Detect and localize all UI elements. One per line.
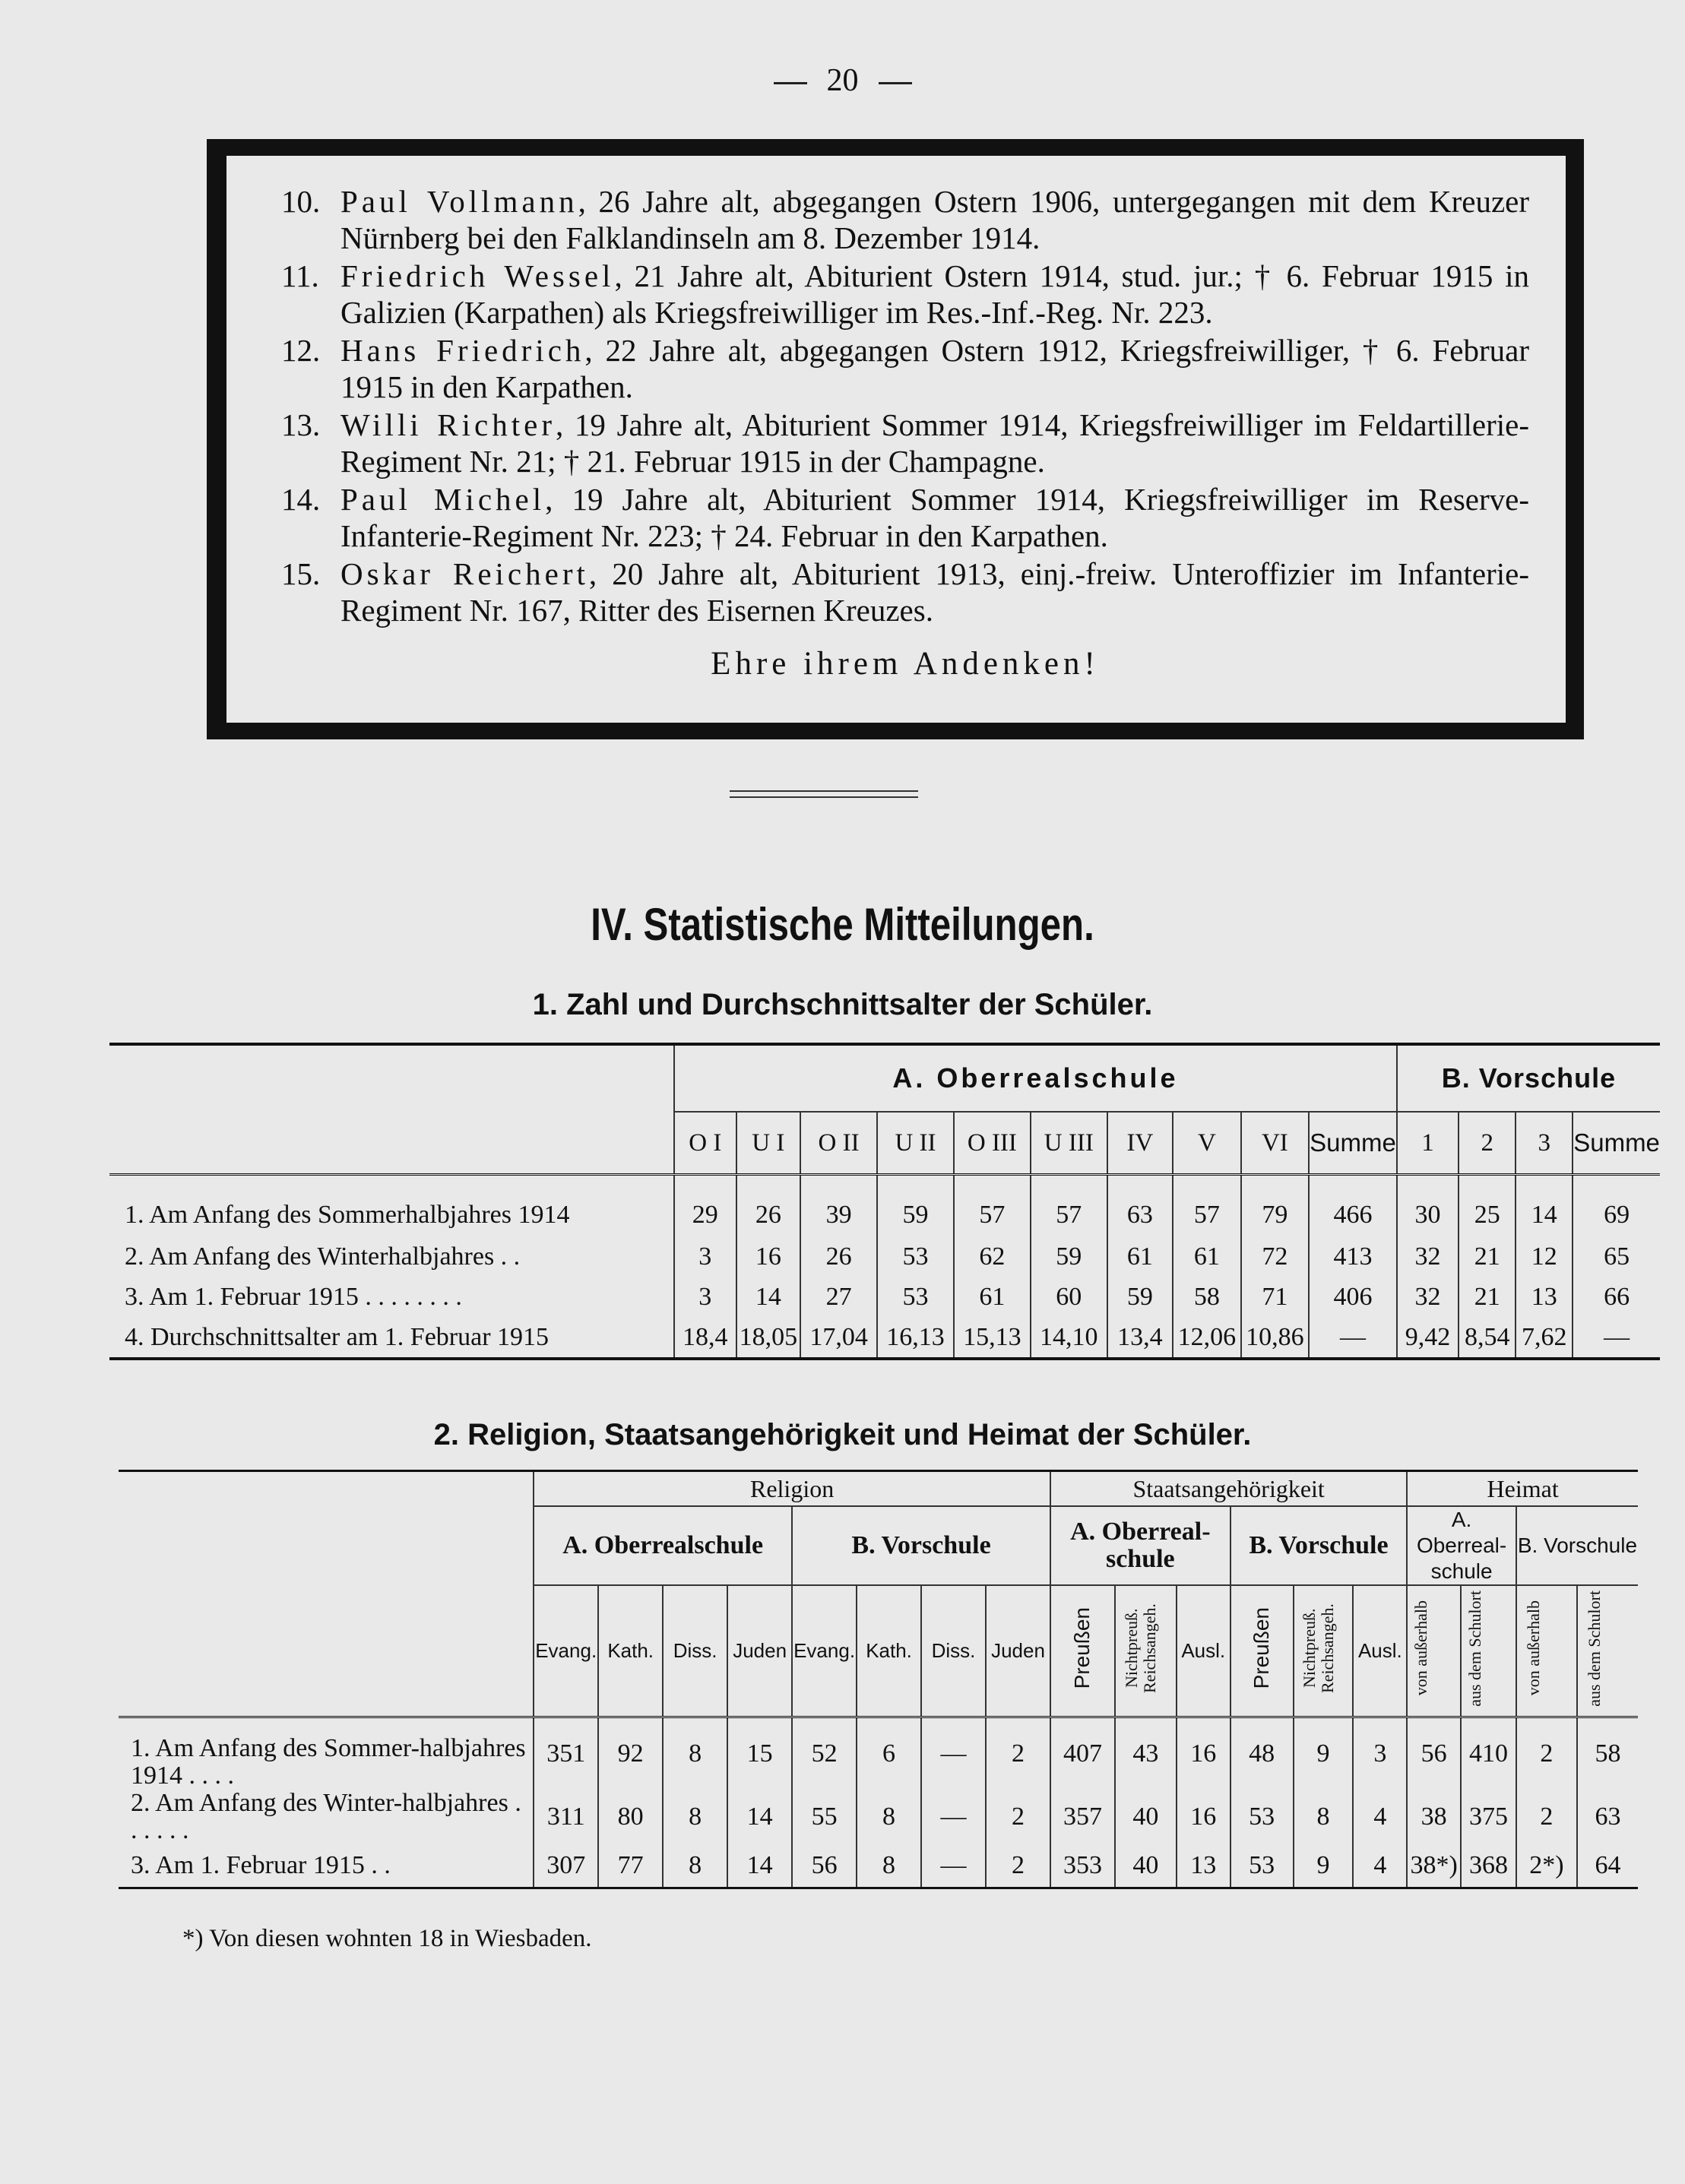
cell: 406 — [1309, 1277, 1397, 1317]
cell: 53 — [1230, 1844, 1294, 1888]
cell: 8 — [857, 1844, 921, 1888]
column-header: aus dem Schulort — [1461, 1585, 1516, 1717]
cell: 59 — [1031, 1236, 1107, 1277]
cell: 52 — [792, 1717, 857, 1790]
column-header: Evang. — [534, 1585, 598, 1717]
column-header: U II — [877, 1112, 954, 1175]
cell: 2 — [1516, 1790, 1577, 1844]
cell: 357 — [1050, 1790, 1115, 1844]
cell: 58 — [1577, 1717, 1638, 1790]
cell: 466 — [1309, 1175, 1397, 1237]
cell: 66 — [1573, 1277, 1660, 1317]
row-label: 2. Am Anfang des Winterhalbjahres . . — [125, 1242, 521, 1271]
cell: 2 — [986, 1790, 1050, 1844]
cell: 63 — [1577, 1790, 1638, 1844]
cell: 71 — [1241, 1277, 1310, 1317]
table-row — [119, 1790, 1638, 1844]
cell: 2 — [986, 1844, 1050, 1888]
cell: 16 — [736, 1236, 801, 1277]
cell: 12 — [1516, 1236, 1573, 1277]
column-header: VI — [1241, 1112, 1310, 1175]
cell: 17,04 — [800, 1317, 877, 1359]
cell: 9 — [1294, 1844, 1354, 1888]
column-header: U I — [736, 1112, 801, 1175]
table-pupil-counts — [109, 1043, 1660, 1360]
cell: 16 — [1177, 1790, 1230, 1844]
cell: 38*) — [1407, 1844, 1461, 1888]
cell: 14,10 — [1031, 1317, 1107, 1359]
memorial-entry: 11. Friedrich Wessel, 21 Jahre alt, Abiturient Ostern 1914, stud. jur.; † 6. Februar 1915 in Galizien (Karpathen) als Kriegsfreiwilliger im Res.-Inf.-Reg. Nr. 223. — [281, 258, 1529, 330]
religion-header: Religion — [534, 1471, 1050, 1507]
cell: 14 — [1516, 1175, 1573, 1237]
cell: 13 — [1516, 1277, 1573, 1317]
memorial-entry: 15. Oskar Reichert, 20 Jahre alt, Abiturient 1913, einj.-freiw. Unteroffizier im Infanterie-Regiment Nr. 167, Ritter des Eisernen Kreuzes. — [281, 556, 1529, 628]
cell: 53 — [1230, 1790, 1294, 1844]
row-label: 3. Am 1. Februar 1915 . . — [131, 1851, 391, 1879]
cell: 353 — [1050, 1844, 1115, 1888]
cell: 57 — [1173, 1175, 1241, 1237]
table-row — [109, 1317, 1660, 1359]
column-header: IV — [1107, 1112, 1173, 1175]
row-label: 1. Am Anfang des Sommerhalbjahres 1914 — [125, 1201, 570, 1229]
cell: — — [1573, 1317, 1660, 1359]
cell: 48 — [1230, 1717, 1294, 1790]
cell: 56 — [792, 1844, 857, 1888]
column-header: Summe — [1573, 1112, 1660, 1175]
cell: 410 — [1461, 1717, 1516, 1790]
cell: 4 — [1353, 1790, 1407, 1844]
column-header: von außerhalb — [1407, 1585, 1461, 1717]
cell: 9 — [1294, 1717, 1354, 1790]
table-row — [109, 1277, 1660, 1317]
cell: 18,4 — [674, 1317, 736, 1359]
cell: — — [1309, 1317, 1397, 1359]
cell: 29 — [674, 1175, 736, 1237]
cell: 21 — [1459, 1236, 1516, 1277]
memorial-closing: Ehre ihrem Andenken! — [711, 646, 1100, 682]
memorial-entry: 14. Paul Michel, 19 Jahre alt, Abiturient Sommer 1914, Kriegsfreiwilliger im Reserve-Infanterie-Regiment Nr. 223; † 24. Februar in den Karpathen. — [281, 482, 1529, 553]
cell: — — [921, 1844, 986, 1888]
group-a-header: A. Oberrealschule — [674, 1044, 1397, 1112]
cell: 13,4 — [1107, 1317, 1173, 1359]
footnote: *) Von diesen wohnten 18 in Wiesbaden. — [182, 1925, 592, 1952]
cell: 25 — [1459, 1175, 1516, 1237]
cell: 21 — [1459, 1277, 1516, 1317]
cell: 6 — [857, 1717, 921, 1790]
cell: 27 — [800, 1277, 877, 1317]
column-header: 3 — [1516, 1112, 1573, 1175]
cell: 8 — [857, 1790, 921, 1844]
column-header: 1 — [1397, 1112, 1459, 1175]
cell: 32 — [1397, 1277, 1459, 1317]
cell: 368 — [1461, 1844, 1516, 1888]
column-header: Kath. — [598, 1585, 663, 1717]
religion-group-b: B. Vorschule — [792, 1506, 1050, 1585]
column-header: Evang. — [792, 1585, 857, 1717]
cell: 77 — [598, 1844, 663, 1888]
divider-rule — [730, 796, 918, 798]
memorial-entry: 10. Paul Vollmann, 26 Jahre alt, abgegangen Ostern 1906, untergegangen mit dem Kreuzer Nürnberg bei den Falklandinseln am 8. Dezember 1914. — [281, 184, 1529, 255]
cell: 59 — [1107, 1277, 1173, 1317]
cell: 3 — [674, 1277, 736, 1317]
cell: 14 — [736, 1277, 801, 1317]
cell: — — [921, 1790, 986, 1844]
cell: 10,86 — [1241, 1317, 1310, 1359]
column-header: O I — [674, 1112, 736, 1175]
cell: 53 — [877, 1277, 954, 1317]
column-header: Diss. — [663, 1585, 727, 1717]
cell: 407 — [1050, 1717, 1115, 1790]
cell: 59 — [877, 1175, 954, 1237]
column-header: Preußen — [1050, 1585, 1115, 1717]
row-label: 4. Durchschnittsalter am 1. Februar 1915 — [125, 1322, 550, 1351]
column-header: aus dem Schulort — [1577, 1585, 1638, 1717]
section-heading: IV. Statistische Mitteilungen. — [591, 899, 1094, 950]
table-row — [119, 1717, 1638, 1790]
cell: 62 — [954, 1236, 1031, 1277]
cell: 40 — [1115, 1844, 1177, 1888]
table-religion-nationality-origin — [119, 1470, 1638, 1889]
origin-group-b: B. Vorschule — [1516, 1506, 1638, 1585]
cell: 8 — [663, 1844, 727, 1888]
column-header: O III — [954, 1112, 1031, 1175]
cell: 8,54 — [1459, 1317, 1516, 1359]
cell: 30 — [1397, 1175, 1459, 1237]
column-header: Summe — [1309, 1112, 1397, 1175]
cell: 15,13 — [954, 1317, 1031, 1359]
divider-rule — [730, 790, 918, 792]
column-header: U III — [1031, 1112, 1107, 1175]
cell: 311 — [534, 1790, 598, 1844]
cell: 61 — [954, 1277, 1031, 1317]
memorial-box — [207, 139, 1584, 739]
nationality-header: Staatsangehörigkeit — [1050, 1471, 1407, 1507]
column-header: von außerhalb — [1516, 1585, 1577, 1717]
cell: 38 — [1407, 1790, 1461, 1844]
column-header: 2 — [1459, 1112, 1516, 1175]
cell: 8 — [1294, 1790, 1354, 1844]
origin-group-a: A. Oberreal-schule — [1407, 1506, 1516, 1585]
cell: 55 — [792, 1790, 857, 1844]
cell: 14 — [727, 1790, 792, 1844]
cell: 18,05 — [736, 1317, 801, 1359]
cell: — — [921, 1717, 986, 1790]
cell: 15 — [727, 1717, 792, 1790]
cell: 60 — [1031, 1277, 1107, 1317]
memorial-entry: 13. Willi Richter, 19 Jahre alt, Abiturient Sommer 1914, Kriegsfreiwilliger im Feldartillerie-Regiment Nr. 21; † 21. Februar 1915 in der Champagne. — [281, 407, 1529, 479]
column-header: O II — [800, 1112, 877, 1175]
row-label: 1. Am Anfang des Sommer-halbjahres 1914 . . . . — [131, 1734, 526, 1790]
cell: 16,13 — [877, 1317, 954, 1359]
nationality-group-b: B. Vorschule — [1230, 1506, 1408, 1585]
column-header: Kath. — [857, 1585, 921, 1717]
memorial-entry: 12. Hans Friedrich, 22 Jahre alt, abgegangen Ostern 1912, Kriegsfreiwilliger, † 6. Februar 1915 in den Karpathen. — [281, 333, 1529, 404]
origin-header: Heimat — [1407, 1471, 1638, 1507]
cell: 57 — [954, 1175, 1031, 1237]
cell: 16 — [1177, 1717, 1230, 1790]
cell: 63 — [1107, 1175, 1173, 1237]
cell: 92 — [598, 1717, 663, 1790]
cell: 43 — [1115, 1717, 1177, 1790]
cell: 2 — [986, 1717, 1050, 1790]
cell: 14 — [727, 1844, 792, 1888]
cell: 9,42 — [1397, 1317, 1459, 1359]
column-header: Juden — [986, 1585, 1050, 1717]
cell: 351 — [534, 1717, 598, 1790]
cell: 56 — [1407, 1717, 1461, 1790]
cell: 80 — [598, 1790, 663, 1844]
cell: 53 — [877, 1236, 954, 1277]
column-header: Nichtpreuß. Reichsangeh. — [1115, 1585, 1177, 1717]
column-header: Diss. — [921, 1585, 986, 1717]
cell: 65 — [1573, 1236, 1660, 1277]
cell: 413 — [1309, 1236, 1397, 1277]
cell: 61 — [1173, 1236, 1241, 1277]
column-header: Ausl. — [1177, 1585, 1230, 1717]
cell: 7,62 — [1516, 1317, 1573, 1359]
row-label: 2. Am Anfang des Winter-halbjahres . . . . . . — [131, 1789, 521, 1844]
table1-heading: 1. Zahl und Durchschnittsalter der Schüler. — [532, 988, 1153, 1021]
cell: 58 — [1173, 1277, 1241, 1317]
cell: 26 — [800, 1236, 877, 1277]
cell: 2*) — [1516, 1844, 1577, 1888]
cell: 4 — [1353, 1844, 1407, 1888]
table2-heading: 2. Religion, Staatsangehörigkeit und Heimat der Schüler. — [433, 1418, 1252, 1451]
nationality-group-a: A. Oberreal-schule — [1050, 1506, 1230, 1585]
row-label: 3. Am 1. Februar 1915 . . . . . . . . — [125, 1282, 462, 1311]
column-header: Juden — [727, 1585, 792, 1717]
column-header: Nichtpreuß. Reichsangeh. — [1294, 1585, 1354, 1717]
cell: 3 — [674, 1236, 736, 1277]
cell: 26 — [736, 1175, 801, 1237]
cell: 12,06 — [1173, 1317, 1241, 1359]
column-header: V — [1173, 1112, 1241, 1175]
table-row — [109, 1175, 1660, 1237]
cell: 61 — [1107, 1236, 1173, 1277]
cell: 69 — [1573, 1175, 1660, 1237]
religion-group-a: A. Oberrealschule — [534, 1506, 792, 1585]
cell: 307 — [534, 1844, 598, 1888]
page-number: 20 — [0, 62, 1685, 99]
group-b-header: B. Vorschule — [1397, 1044, 1660, 1112]
cell: 72 — [1241, 1236, 1310, 1277]
table-row — [109, 1236, 1660, 1277]
cell: 64 — [1577, 1844, 1638, 1888]
column-header: Ausl. — [1353, 1585, 1407, 1717]
cell: 39 — [800, 1175, 877, 1237]
cell: 32 — [1397, 1236, 1459, 1277]
cell: 2 — [1516, 1717, 1577, 1790]
cell: 57 — [1031, 1175, 1107, 1237]
table-row — [119, 1844, 1638, 1888]
cell: 40 — [1115, 1790, 1177, 1844]
cell: 8 — [663, 1717, 727, 1790]
column-header: Preußen — [1230, 1585, 1294, 1717]
cell: 8 — [663, 1790, 727, 1844]
cell: 79 — [1241, 1175, 1310, 1237]
cell: 13 — [1177, 1844, 1230, 1888]
cell: 375 — [1461, 1790, 1516, 1844]
cell: 3 — [1353, 1717, 1407, 1790]
